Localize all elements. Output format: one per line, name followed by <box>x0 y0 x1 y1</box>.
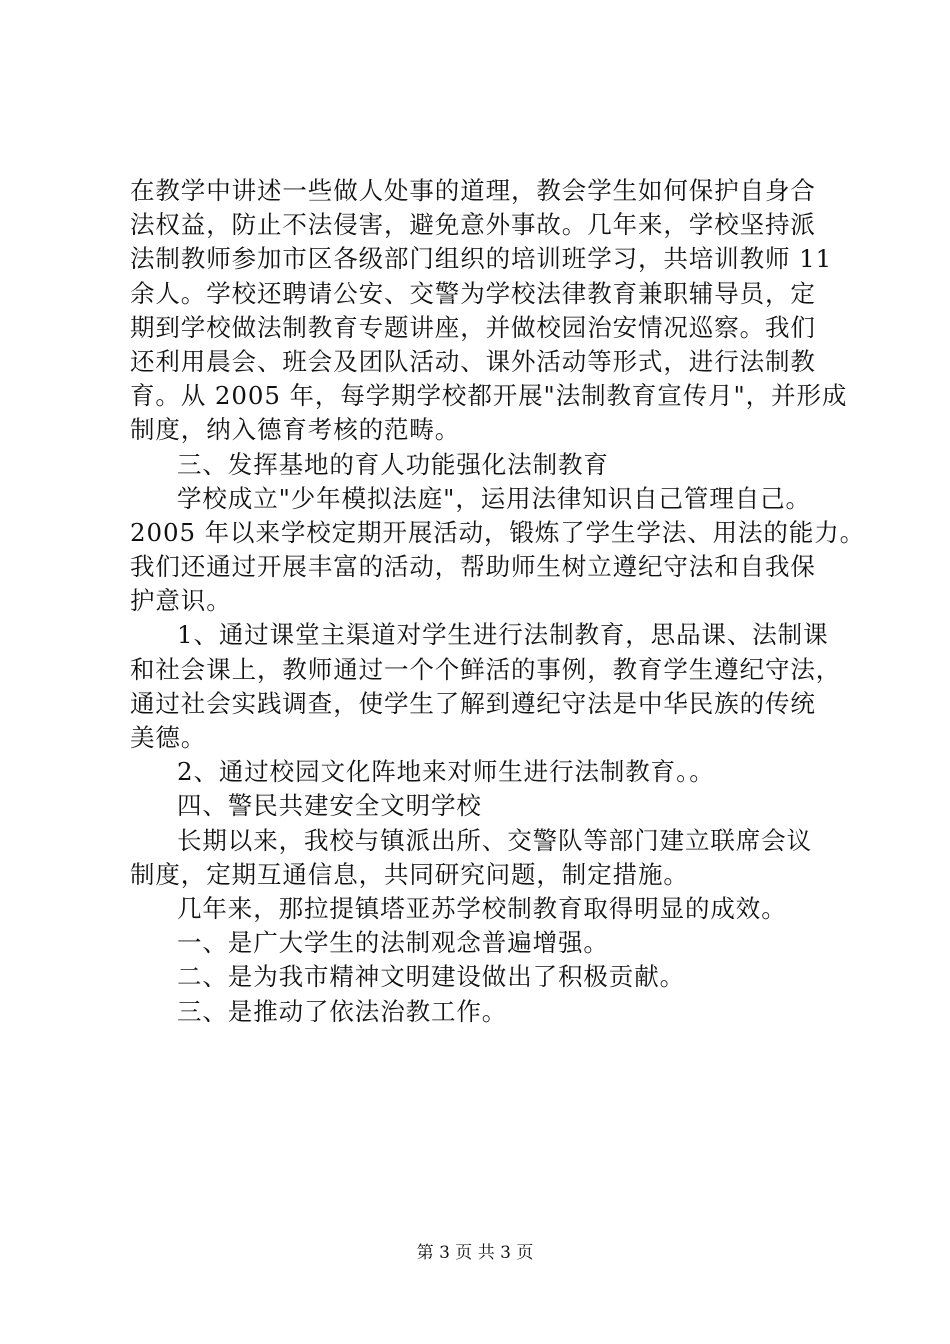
body-line: 1、通过课堂主渠道对学生进行法制教育，思品课、法制课 <box>177 620 829 650</box>
body-line: 2、通过校园文化阵地来对师生进行法制教育。。 <box>177 757 715 787</box>
body-line: 期到学校做法制教育专题讲座，并做校园治安情况巡察。我们 <box>130 312 816 342</box>
document-body <box>130 174 866 1029</box>
body-line: 制度，定期互通信息，共同研究问题，制定措施。 <box>130 859 689 889</box>
body-line: 2005 年以来学校定期开展活动，锻炼了学生学法、用法的能力。 <box>130 517 866 547</box>
body-line: 长期以来，我校与镇派出所、交警队等部门建立联席会议 <box>177 825 812 855</box>
body-line: 学校成立"少年模拟法庭"，运用法律知识自己管理自己。 <box>177 483 811 513</box>
section-heading: 四、警民共建安全文明学校 <box>177 791 482 821</box>
section-heading: 三、发挥基地的育人功能强化法制教育 <box>177 449 609 479</box>
body-line: 三、是推动了依法治教工作。 <box>177 996 508 1026</box>
body-line: 余人。学校还聘请公安、交警为学校法律教育兼职辅导员，定 <box>130 278 816 308</box>
body-line: 育。从 2005 年，每学期学校都开展"法制教育宣传月"，并形成 <box>130 381 848 411</box>
body-line: 法权益，防止不法侵害，避免意外事故。几年来，学校坚持派 <box>130 210 816 240</box>
body-line: 美德。 <box>130 723 207 752</box>
body-line: 制度，纳入德育考核的范畴。 <box>130 415 461 445</box>
body-line: 一、是广大学生的法制观念普遍增强。 <box>177 928 609 958</box>
page-number-footer: 第 3 页 共 3 页 <box>416 1243 534 1263</box>
body-line: 法制教师参加市区各级部门组织的培训班学习，共培训教师 11 <box>130 244 833 274</box>
body-line: 二、是为我市精神文明建设做出了积极贡献。 <box>177 962 685 992</box>
body-line: 和社会课上，教师通过一个个鲜活的事例，教育学生遵纪守法， <box>130 654 842 684</box>
body-line: 在教学中讲述一些做人处事的道理，教会学生如何保护自身合 <box>130 176 816 205</box>
body-line: 护意识。 <box>130 586 232 616</box>
body-line: 几年来，那拉提镇塔亚苏学校制教育取得明显的成效。 <box>177 893 787 923</box>
body-line: 通过社会实践调查，使学生了解到遵纪守法是中华民族的传统 <box>130 688 816 718</box>
body-line: 还利用晨会、班会及团队活动、课外活动等形式，进行法制教 <box>130 346 816 376</box>
body-line: 我们还通过开展丰富的活动，帮助师生树立遵纪守法和自我保 <box>130 552 816 582</box>
